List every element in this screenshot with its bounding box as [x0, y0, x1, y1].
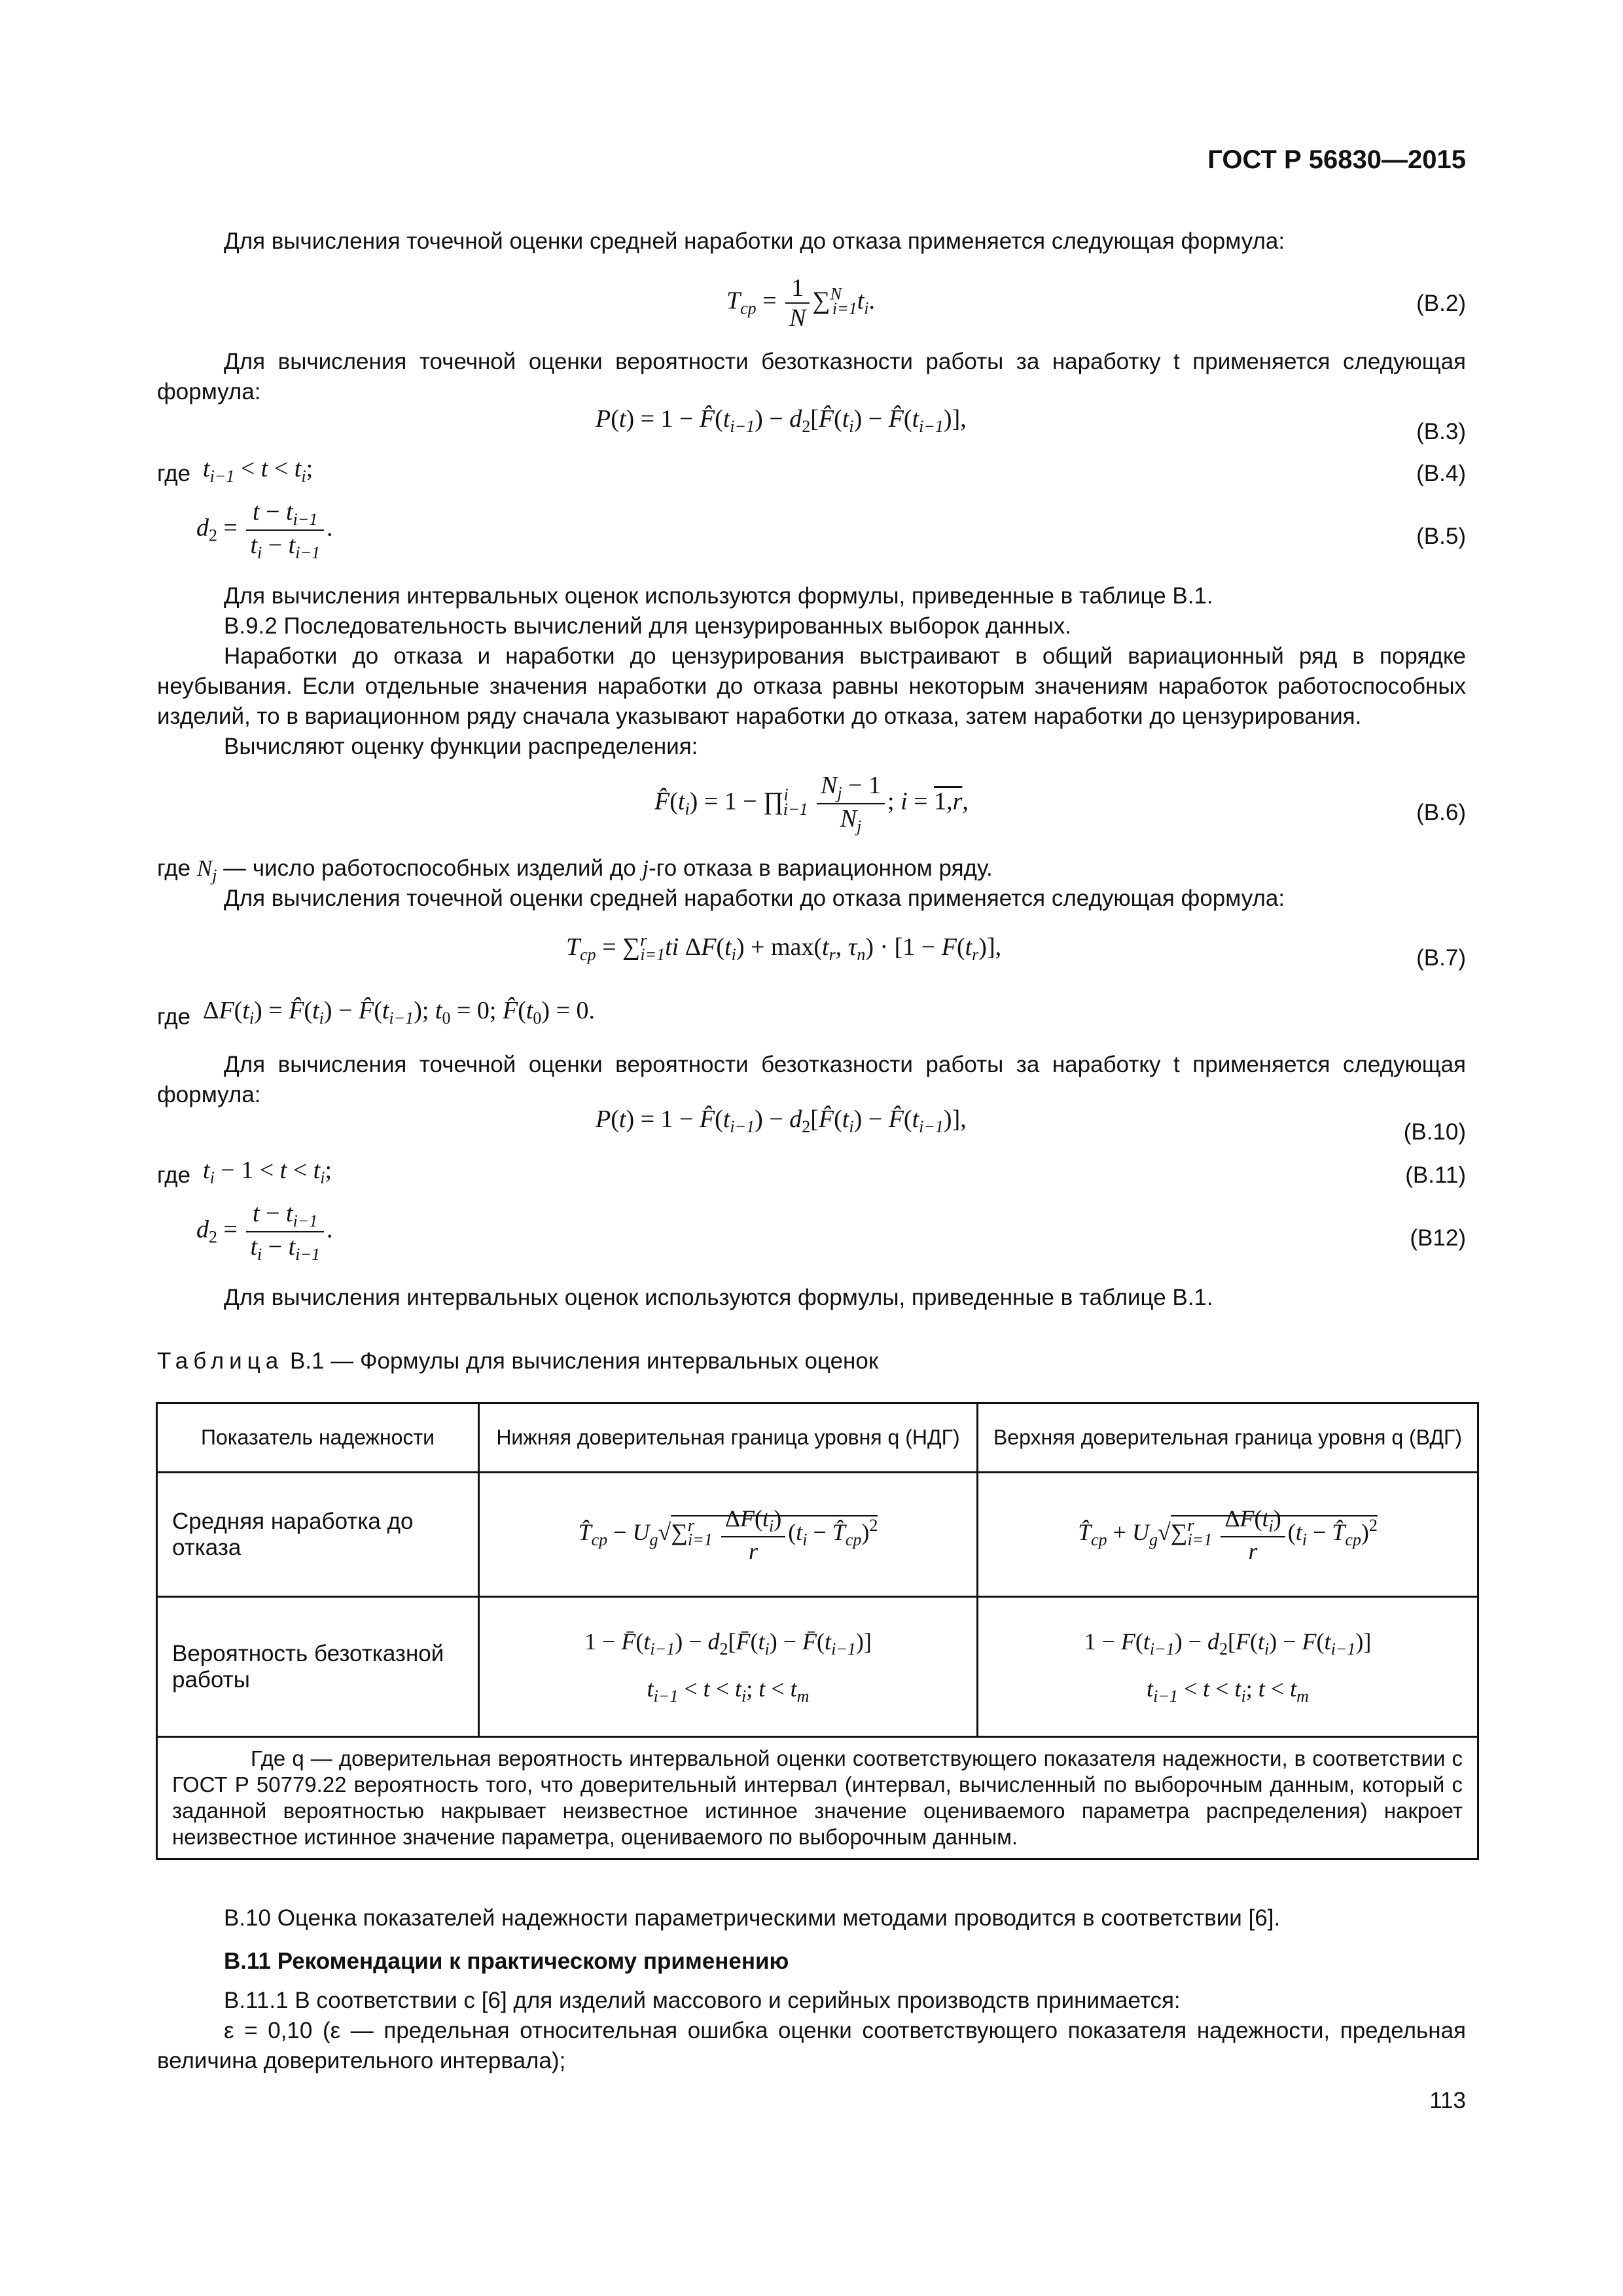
equation-where-df	[157, 995, 1466, 1034]
equation-b10	[157, 1105, 1466, 1144]
formula-b5: $d_2$ = $\frac{t - t_{i-1}}{t_i - t_{i-1}}$ .	[196, 498, 333, 562]
formula-upper-reliability: $1 - F(t_{i-1}) - d_2[F(t_i) - F(t_{i-1})]$ $t_{i-1} < t < t_i$; $t < t_m$	[977, 1597, 1478, 1737]
equation-b2	[157, 268, 1466, 340]
table-header-cell: Нижняя доверительная граница уровня q (НДГ)	[479, 1403, 978, 1473]
page-number: 113	[1429, 2088, 1466, 2113]
paragraph: Для вычисления интервальных оценок используются формулы, приведенные в таблице В.1.	[224, 583, 1213, 609]
equation-b11	[157, 1153, 1466, 1186]
formula-b2: $T_{cp}$ = $\frac{1}{N}$ $\sum^N_{i=1}t_i$.	[726, 274, 875, 332]
formulas-table	[156, 1402, 1479, 1860]
paragraph: Вычисляют оценку функции распределения:	[224, 734, 698, 759]
equation-number: (В.5)	[1416, 524, 1466, 549]
equation-number: (В.10)	[1403, 1119, 1466, 1145]
formula-lower-reliability: $1 - F̄(t_{i-1})$ − $d_2[F̄(t_i)$ − $F̄(t_{i-1})$] $t_{i-1} < t < t_i$; $t < t_m$	[479, 1597, 978, 1737]
paragraph: Для вычисления точечной оценки вероятности безотказности работы за наработку t применяется следующая формула:	[157, 349, 1466, 404]
section-heading: В.9.2 Последовательность вычислений для цензурированных выборок данных.	[224, 613, 1071, 639]
formula-b11: $t_i - 1 < t < t_i$;	[203, 1157, 332, 1187]
equation-number: (В.7)	[1416, 945, 1466, 971]
paragraph: Наработки до отказа и наработки до цензурирования выстраивают в общий вариационный ряд в порядке неубывания. Если отдельные значения наработки до отказа равны некоторым значениям наработок работоспособных изделий, то в вариационном ряду сначала указывают наработки до отказа, затем наработки до цензурирования.	[157, 643, 1466, 729]
table-row	[157, 1597, 1478, 1737]
standard-header: ГОСТ Р 56830—2015	[1207, 145, 1466, 174]
equation-b4	[157, 452, 1466, 484]
formula-b6: $F̂(t_i) = 1$ − ∏$^i_{i-1}$ $\frac{N_j - 1}{N_j}$ ; i = 1,r,	[654, 772, 969, 836]
where-text: -го отказа в вариационном ряду.	[649, 855, 993, 881]
formula-b4: $t_{i-1} < t < t_i$;	[203, 455, 313, 486]
where-label: где	[157, 461, 191, 486]
formula-lower-mtbf: $T̂_{cp} - U_g√\sum^r_{i=1}$ $\frac{\Delta F(t_i)}{r}$ ($t_i$ − $T̂_{cp})^2$	[479, 1473, 978, 1597]
equation-number: (В.4)	[1416, 461, 1466, 486]
paragraph: Для вычисления точечной оценки средней наработки до отказа применяется следующая формула:	[224, 228, 1285, 254]
table-header-row	[157, 1403, 1478, 1473]
table-note-row	[157, 1737, 1478, 1859]
equation-b7	[157, 928, 1466, 974]
where-label: где	[157, 1162, 191, 1188]
paragraph: В.10 Оценка показателей надежности параметрическими методами проводится в соответствии [6].	[224, 1905, 1281, 1931]
paragraph: Для вычисления интервальных оценок используются формулы, приведенные в таблице В.1.	[224, 1285, 1213, 1310]
equation-number: (В.3)	[1416, 419, 1466, 444]
table-caption-text: В.1 — Формулы для вычисления интервальных оценок	[283, 1348, 879, 1374]
formula-b12: $d_2$ = $\frac{t - t_{i-1}}{t_i - t_{i-1}}$ .	[196, 1200, 333, 1264]
where-text: — число работоспособных изделий до	[217, 855, 643, 881]
equation-number: (В.6)	[1416, 800, 1466, 825]
formula-b10: $P(t) = 1 - F̂(t_{i-1})$ − $d_2[F̂(t_i)$ − $F̂(t_{i-1})$],	[596, 1105, 967, 1136]
table-header-cell: Показатель надежности	[157, 1403, 479, 1473]
section-heading: В.11 Рекомендации к практическому применению	[224, 1948, 789, 1974]
table-header-cell: Верхняя доверительная граница уровня q (ВДГ)	[977, 1403, 1478, 1473]
where-label: где	[157, 855, 191, 881]
equation-number: (В.11)	[1405, 1162, 1466, 1188]
table-caption-prefix: Таблица	[157, 1348, 284, 1374]
formula-where-df: $\Delta F(t_i)$ = $F̂(t_i)$ − $F̂(t_{i-1})$; $t_0 = 0$; $F̂(t_0) = 0$.	[203, 997, 595, 1028]
paragraph: где $N_j$ — число работоспособных изделий до j-го отказа в вариационном ряду.	[157, 855, 993, 885]
equation-b12	[157, 1199, 1466, 1271]
paragraph: В.11.1 В соответствии с [6] для изделий массового и серийных производств принимается:	[224, 1988, 1181, 2013]
table-row-label: Вероятность безотказной работы	[157, 1597, 479, 1737]
paragraph: ε = 0,10 (ε — предельная относительная ошибка оценки соответствующего показателя надежности, предельная величина доверительного интервала);	[157, 2018, 1466, 2073]
paragraph: Для вычисления точечной оценки средней наработки до отказа применяется следующая формула:	[224, 886, 1285, 911]
formula-b7: $T_{cp} = \sum^r_{i=1}ti$ $\Delta F(t_i) + \max(t_r$, $\tau_n) \cdot [1 - F(t_r)]$,	[566, 931, 1002, 964]
equation-b6	[157, 771, 1466, 843]
paragraph: Для вычисления точечной оценки вероятности безотказности работы за наработку t применяется следующая формула:	[157, 1052, 1466, 1107]
formula-b3: $P(t) = 1 - F̂(t_{i-1})$ − $d_2[F̂(t_i)$ − $F̂(t_{i-1})$],	[596, 405, 967, 436]
equation-number: (В.2)	[1416, 291, 1466, 316]
table-row	[157, 1473, 1478, 1597]
equation-b3	[157, 404, 1466, 444]
equation-b5	[157, 497, 1466, 569]
equation-number: (В12)	[1410, 1225, 1466, 1251]
where-label: где	[157, 1004, 191, 1030]
formula-upper-mtbf: $T̂_{cp} + U_g√\sum^r_{i=1}$ $\frac{\Delta F(t_i)}{r}$ ($t_i$ − $T̂_{cp})^2$	[977, 1473, 1478, 1597]
table-row-label: Средняя наработка до отказа	[157, 1473, 479, 1597]
table-caption	[157, 1348, 878, 1374]
table-note: Где q — доверительная вероятность интервальной оценки соответствующего показателя надежности, в соответствии с ГОСТ Р 50779.22 вероятность того, что доверительный интервал (интервал, вычисленный по выборочным данным, который с заданной вероятностью накрывает неизвестное истинное значение оцениваемого параметра распределения) накроет неизвестное истинное значение параметра, оцениваемого по выборочным данным.	[157, 1737, 1478, 1859]
